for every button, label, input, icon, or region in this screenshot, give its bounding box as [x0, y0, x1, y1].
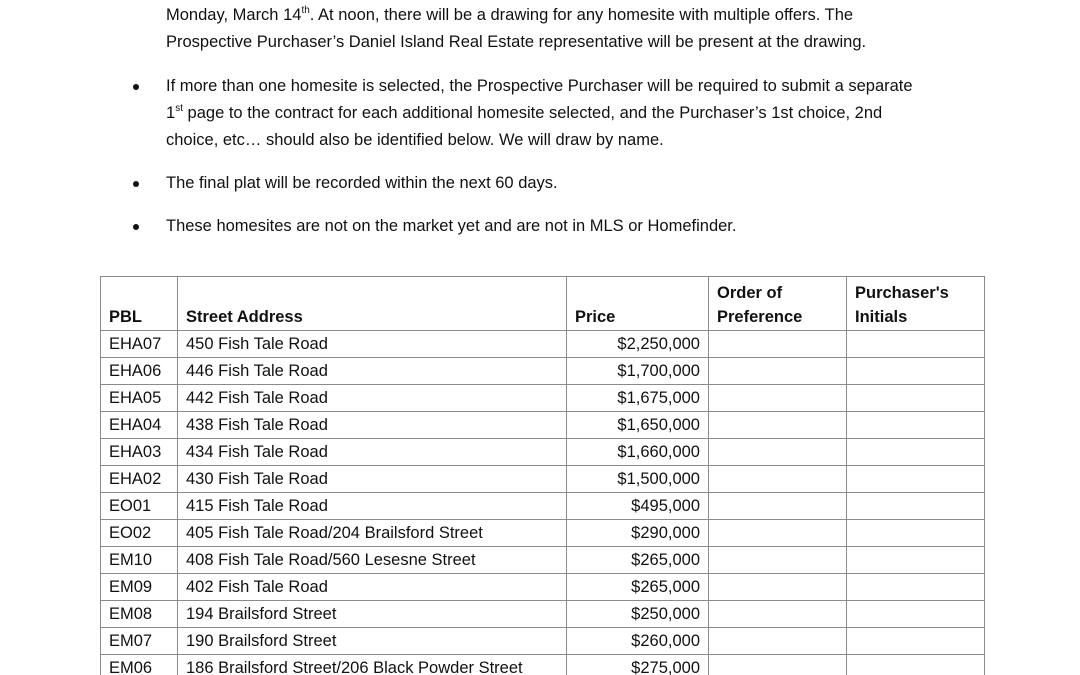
- bullet-dot-2: [133, 181, 139, 187]
- cell-purchaser-initials[interactable]: [847, 412, 985, 439]
- cell-order-preference[interactable]: [709, 520, 847, 547]
- cell-order-preference[interactable]: [709, 412, 847, 439]
- cell-pbl: EHA05: [101, 385, 178, 412]
- cell-purchaser-initials[interactable]: [847, 385, 985, 412]
- cell-price: $1,675,000: [567, 385, 709, 412]
- intro-date-suffix: th: [301, 5, 310, 16]
- cell-address: 415 Fish Tale Road: [178, 493, 567, 520]
- cell-address: 190 Brailsford Street: [178, 628, 567, 655]
- cell-purchaser-initials[interactable]: [847, 520, 985, 547]
- cell-price: $290,000: [567, 520, 709, 547]
- table-row: [101, 628, 985, 655]
- header-street-address: Street Address: [178, 277, 567, 331]
- table-row: [101, 385, 985, 412]
- homesite-table: [100, 276, 985, 675]
- table-row: [101, 493, 985, 520]
- cell-price: $1,500,000: [567, 466, 709, 493]
- table-row: [101, 439, 985, 466]
- intro-paragraph: [166, 2, 866, 56]
- header-initials-line-1: Purchaser's: [855, 284, 949, 302]
- intro-line-1-rest: . At noon, there will be a drawing for any homesite with multiple offers. The: [309, 6, 854, 24]
- bullet-dot-3: [133, 224, 139, 230]
- bullet-1-line-3: choice, etc… should also be identified below. We will draw by name.: [166, 131, 664, 149]
- bullet-1-line-1: If more than one homesite is selected, the Prospective Purchaser will be required to submit a separate: [166, 77, 913, 95]
- cell-pbl: EHA03: [101, 439, 178, 466]
- cell-order-preference[interactable]: [709, 439, 847, 466]
- bullet-3-line-1: These homesites are not on the market yet and are not in MLS or Homefinder.: [166, 217, 737, 235]
- cell-pbl: EHA06: [101, 358, 178, 385]
- cell-price: $250,000: [567, 601, 709, 628]
- bullet-text-3: [166, 213, 736, 240]
- bullet-1-line-2: [166, 100, 913, 127]
- bullet-text-2: [166, 170, 558, 197]
- cell-order-preference[interactable]: [709, 628, 847, 655]
- cell-pbl: EM08: [101, 601, 178, 628]
- header-initials-line-2: Initials: [855, 308, 908, 326]
- cell-pbl: EM10: [101, 547, 178, 574]
- cell-purchaser-initials[interactable]: [847, 655, 985, 675]
- header-order-line-2: Preference: [717, 308, 803, 326]
- header-purchaser-initials: [847, 277, 985, 331]
- cell-price: $495,000: [567, 493, 709, 520]
- cell-address: 442 Fish Tale Road: [178, 385, 567, 412]
- cell-price: $265,000: [567, 547, 709, 574]
- cell-purchaser-initials[interactable]: [847, 439, 985, 466]
- cell-order-preference[interactable]: [709, 385, 847, 412]
- intro-date-text: Monday, March 14: [166, 6, 302, 24]
- cell-address: 450 Fish Tale Road: [178, 331, 567, 358]
- cell-address: 194 Brailsford Street: [178, 601, 567, 628]
- bullet-text-1: [166, 73, 913, 154]
- bullet-dot-1: [133, 84, 139, 90]
- cell-price: $1,660,000: [567, 439, 709, 466]
- cell-pbl: EHA04: [101, 412, 178, 439]
- intro-line-2: Prospective Purchaser’s Daniel Island Real Estate representative will be present at the drawing.: [166, 33, 867, 51]
- cell-price: $1,700,000: [567, 358, 709, 385]
- cell-address: 186 Brailsford Street/206 Black Powder Street: [178, 655, 567, 675]
- cell-address: 405 Fish Tale Road/204 Brailsford Street: [178, 520, 567, 547]
- header-price: Price: [567, 277, 709, 331]
- cell-order-preference[interactable]: [709, 331, 847, 358]
- cell-pbl: EO02: [101, 520, 178, 547]
- intro-line-1: [166, 2, 866, 29]
- cell-address: 438 Fish Tale Road: [178, 412, 567, 439]
- cell-pbl: EM07: [101, 628, 178, 655]
- table-row: [101, 358, 985, 385]
- cell-order-preference[interactable]: [709, 547, 847, 574]
- cell-order-preference[interactable]: [709, 601, 847, 628]
- cell-purchaser-initials[interactable]: [847, 493, 985, 520]
- cell-purchaser-initials[interactable]: [847, 574, 985, 601]
- table-row: [101, 466, 985, 493]
- table-header-row: [101, 277, 985, 331]
- cell-purchaser-initials[interactable]: [847, 601, 985, 628]
- cell-price: $275,000: [567, 655, 709, 675]
- cell-pbl: EHA02: [101, 466, 178, 493]
- cell-pbl: EM09: [101, 574, 178, 601]
- table-row: [101, 547, 985, 574]
- cell-purchaser-initials[interactable]: [847, 466, 985, 493]
- bullet-1-ordinal-suffix: st: [175, 103, 183, 114]
- bullet-2-line-1: The final plat will be recorded within the next 60 days.: [166, 174, 558, 192]
- cell-pbl: EO01: [101, 493, 178, 520]
- cell-purchaser-initials[interactable]: [847, 628, 985, 655]
- cell-purchaser-initials[interactable]: [847, 358, 985, 385]
- cell-pbl: EM06: [101, 655, 178, 675]
- header-order-of-preference: [709, 277, 847, 331]
- cell-price: $1,650,000: [567, 412, 709, 439]
- cell-address: 402 Fish Tale Road: [178, 574, 567, 601]
- table-row: [101, 574, 985, 601]
- cell-order-preference[interactable]: [709, 655, 847, 675]
- header-order-line-1: Order of: [717, 284, 783, 302]
- cell-price: $260,000: [567, 628, 709, 655]
- cell-price: $265,000: [567, 574, 709, 601]
- cell-order-preference[interactable]: [709, 358, 847, 385]
- cell-address: 434 Fish Tale Road: [178, 439, 567, 466]
- table-row: [101, 601, 985, 628]
- cell-purchaser-initials[interactable]: [847, 331, 985, 358]
- header-pbl: PBL: [101, 277, 178, 331]
- cell-order-preference[interactable]: [709, 574, 847, 601]
- table-row: [101, 520, 985, 547]
- table-row: [101, 655, 985, 675]
- cell-order-preference[interactable]: [709, 466, 847, 493]
- table-row: [101, 331, 985, 358]
- cell-pbl: EHA07: [101, 331, 178, 358]
- cell-price: $2,250,000: [567, 331, 709, 358]
- table-row: [101, 412, 985, 439]
- cell-order-preference[interactable]: [709, 493, 847, 520]
- bullet-1-ordinal: 1: [166, 104, 176, 122]
- cell-address: 408 Fish Tale Road/560 Lesesne Street: [178, 547, 567, 574]
- bullet-1-line-2-rest: page to the contract for each additional homesite selected, and the Purchaser’s 1st choice, 2nd: [182, 104, 883, 122]
- cell-purchaser-initials[interactable]: [847, 547, 985, 574]
- cell-address: 446 Fish Tale Road: [178, 358, 567, 385]
- cell-address: 430 Fish Tale Road: [178, 466, 567, 493]
